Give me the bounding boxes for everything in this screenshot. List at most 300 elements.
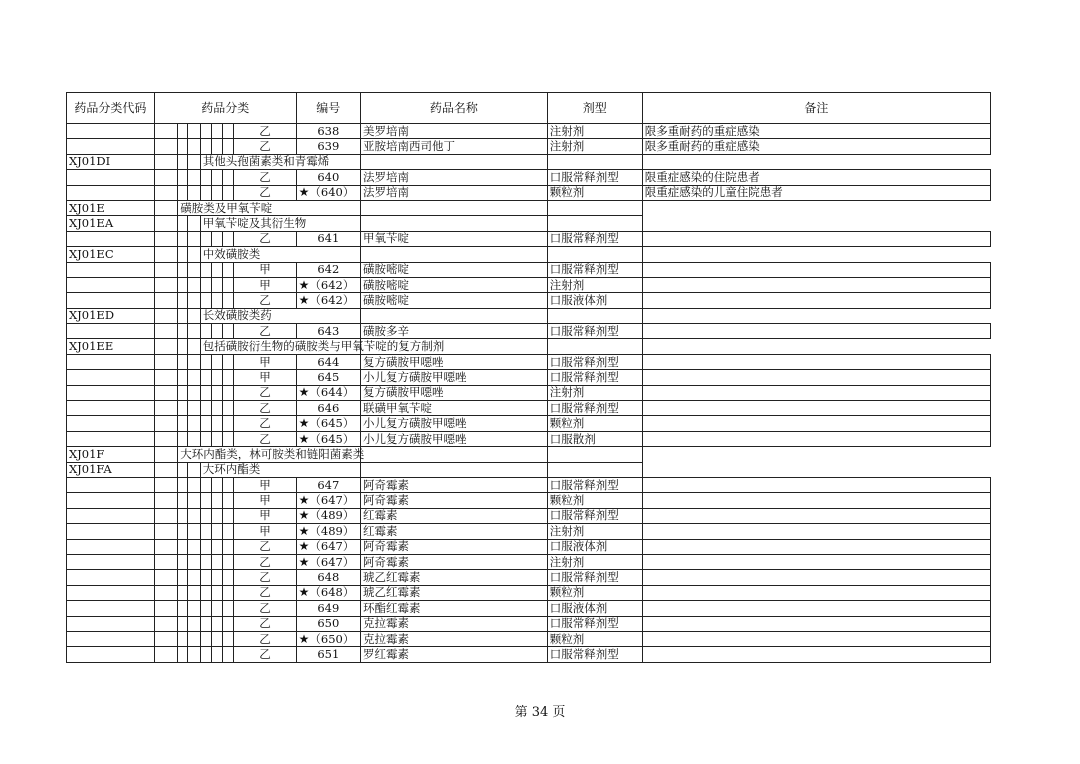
drug-form: 口服常释剂型 [547,647,642,662]
tree-spacer [211,631,222,646]
tree-spacer [223,524,234,539]
drug-name: 红霉素 [360,524,547,539]
drug-name: 复方磺胺甲噁唑 [360,354,547,369]
drug-note [642,539,990,554]
drug-name: 亚胺培南西司他丁 [360,139,547,154]
tree-spacer [188,247,200,262]
category-row [67,247,991,262]
drug-grade: 甲 [234,493,296,508]
tree-spacer [211,601,222,616]
category-note-empty [547,200,642,215]
tree-spacer [178,216,188,231]
tree-spacer [154,447,177,462]
drug-row [67,262,991,277]
tree-spacer [200,601,211,616]
drug-number [296,293,360,308]
tree-spacer [188,385,200,400]
tree-spacer [188,293,200,308]
star-icon: ★ [298,431,310,446]
drug-number-value: 647 [317,477,340,492]
tree-spacer [178,324,188,339]
tree-spacer [188,477,200,492]
tree-spacer [211,416,222,431]
tree-spacer [154,154,177,169]
drug-name: 琥乙红霉素 [360,570,547,585]
drug-number [296,493,360,508]
tree-spacer [178,170,188,185]
drug-row [67,401,991,416]
drug-name: 磺胺多辛 [360,324,547,339]
tree-spacer [223,185,234,200]
drug-name: 小儿复方磺胺甲噁唑 [360,431,547,446]
tree-spacer [223,293,234,308]
drug-code-empty [67,431,155,446]
star-icon: ★ [298,554,310,569]
category-note-empty [547,462,642,477]
drug-name: 美罗培南 [360,124,547,139]
tree-spacer [188,262,200,277]
tree-spacer [223,554,234,569]
drug-number [296,585,360,600]
drug-note [642,416,990,431]
tree-spacer [154,601,177,616]
drug-row [67,524,991,539]
drug-row [67,647,991,662]
drug-form: 颗粒剂 [547,493,642,508]
tree-spacer [178,477,188,492]
drug-form: 口服常释剂型 [547,508,642,523]
header-name: 药品名称 [360,93,547,124]
drug-row [67,139,991,154]
tree-spacer [178,262,188,277]
tree-spacer [178,370,188,385]
drug-note [642,231,990,246]
category-note-empty [547,247,642,262]
drug-number-value: 639 [317,139,340,154]
tree-spacer [188,524,200,539]
drug-number-value: （489） [309,508,355,523]
tree-spacer [200,277,211,292]
drug-number-value: （640） [309,185,355,200]
tree-spacer [223,416,234,431]
category-code: XJ01ED [67,308,155,323]
drug-number-value: 645 [317,369,340,384]
drug-name: 小儿复方磺胺甲噁唑 [360,370,547,385]
drug-name: 红霉素 [360,508,547,523]
category-form-empty [360,247,547,262]
drug-name: 磺胺嘧啶 [360,277,547,292]
drug-code-empty [67,170,155,185]
tree-spacer [188,631,200,646]
drug-code-empty [67,493,155,508]
tree-spacer [154,200,177,215]
drug-grade: 乙 [234,416,296,431]
tree-spacer [211,262,222,277]
drug-number [296,647,360,662]
drug-code-empty [67,231,155,246]
drug-name: 阿奇霉素 [360,554,547,569]
drug-row [67,493,991,508]
tree-spacer [211,616,222,631]
tree-spacer [211,370,222,385]
tree-spacer [178,401,188,416]
tree-spacer [200,139,211,154]
drug-code-empty [67,324,155,339]
tree-spacer [154,247,177,262]
drug-number [296,324,360,339]
tree-spacer [154,570,177,585]
star-icon: ★ [298,523,310,538]
tree-spacer [223,139,234,154]
tree-spacer [154,124,177,139]
drug-code-empty [67,585,155,600]
tree-spacer [154,554,177,569]
drug-row [67,293,991,308]
drug-form: 注射剂 [547,385,642,400]
drug-form: 注射剂 [547,524,642,539]
drug-name: 环酯红霉素 [360,601,547,616]
drug-code-empty [67,631,155,646]
drug-row [67,477,991,492]
drug-form: 口服常释剂型 [547,324,642,339]
category-label: 中效磺胺类 [200,247,360,262]
drug-form: 注射剂 [547,554,642,569]
drug-name: 甲氧苄啶 [360,231,547,246]
tree-spacer [178,124,188,139]
tree-spacer [200,477,211,492]
category-form-empty [360,154,547,169]
drug-number-value: 642 [317,262,340,277]
tree-spacer [188,401,200,416]
drug-grade: 乙 [234,616,296,631]
tree-spacer [188,154,200,169]
drug-number-value: （645） [309,431,355,446]
drug-row [67,324,991,339]
drug-row [67,631,991,646]
drug-form: 口服常释剂型 [547,231,642,246]
drug-grade: 乙 [234,647,296,662]
tree-spacer [154,293,177,308]
tree-spacer [178,539,188,554]
tree-spacer [154,185,177,200]
category-row [67,447,991,462]
category-note-empty [547,216,642,231]
star-icon: ★ [298,416,310,431]
drug-number [296,508,360,523]
drug-number-value: 640 [317,169,340,184]
drug-name: 罗红霉素 [360,647,547,662]
drug-number [296,277,360,292]
tree-spacer [178,554,188,569]
drug-grade: 乙 [234,231,296,246]
tree-spacer [178,308,188,323]
tree-spacer [200,570,211,585]
drug-form: 口服液体剂 [547,539,642,554]
tree-spacer [211,124,222,139]
drug-number [296,124,360,139]
category-label: 甲氧苄啶及其衍生物 [200,216,360,231]
category-label: 长效磺胺类药 [200,308,360,323]
drug-name: 复方磺胺甲噁唑 [360,385,547,400]
tree-spacer [223,401,234,416]
tree-spacer [223,124,234,139]
drug-note [642,354,990,369]
category-code: XJ01EC [67,247,155,262]
header-number: 编号 [296,93,360,124]
tree-spacer [188,231,200,246]
table-body [67,124,991,663]
drug-number-value: （642） [309,292,355,307]
drug-note [642,631,990,646]
drug-grade: 甲 [234,277,296,292]
tree-spacer [154,462,177,477]
star-icon: ★ [298,385,310,400]
drug-number-value: 644 [317,354,340,369]
drug-form: 口服常释剂型 [547,616,642,631]
drug-grade: 乙 [234,124,296,139]
tree-spacer [223,170,234,185]
category-label: 其他头孢菌素类和青霉烯 [200,154,360,169]
star-icon: ★ [298,585,310,600]
tree-spacer [178,631,188,646]
tree-spacer [188,493,200,508]
drug-grade: 乙 [234,293,296,308]
drug-name: 法罗培南 [360,170,547,185]
tree-spacer [178,416,188,431]
drug-grade: 乙 [234,431,296,446]
drug-code-empty [67,539,155,554]
tree-spacer [223,277,234,292]
tree-spacer [211,324,222,339]
tree-spacer [200,293,211,308]
tree-spacer [188,370,200,385]
drug-note [642,570,990,585]
tree-spacer [223,324,234,339]
tree-spacer [200,524,211,539]
drug-form: 口服常释剂型 [547,401,642,416]
drug-catalog-table [66,92,991,663]
tree-spacer [178,293,188,308]
drug-row [67,416,991,431]
tree-spacer [200,354,211,369]
tree-spacer [223,370,234,385]
drug-grade: 乙 [234,631,296,646]
header-note: 备注 [642,93,990,124]
tree-spacer [223,570,234,585]
category-row [67,339,991,354]
drug-form: 口服散剂 [547,431,642,446]
drug-number [296,231,360,246]
category-note-empty [547,339,642,354]
drug-number [296,477,360,492]
tree-spacer [188,216,200,231]
tree-spacer [211,554,222,569]
drug-note [642,493,990,508]
drug-note: 限多重耐药的重症感染 [642,124,990,139]
drug-number-value: （489） [309,523,355,538]
tree-spacer [188,462,200,477]
tree-spacer [200,585,211,600]
header-form: 剂型 [547,93,642,124]
category-code: XJ01F [67,447,155,462]
drug-note: 限重症感染的住院患者 [642,170,990,185]
tree-spacer [200,324,211,339]
drug-grade: 甲 [234,354,296,369]
category-form-empty [360,462,547,477]
drug-name: 克拉霉素 [360,631,547,646]
tree-spacer [154,277,177,292]
tree-spacer [200,416,211,431]
tree-spacer [188,570,200,585]
tree-spacer [211,139,222,154]
tree-spacer [178,585,188,600]
tree-spacer [178,524,188,539]
drug-code-empty [67,647,155,662]
page-number: 第 34 页 [514,705,566,720]
drug-form: 口服常释剂型 [547,262,642,277]
drug-number [296,401,360,416]
tree-spacer [200,554,211,569]
tree-spacer [223,631,234,646]
drug-grade: 乙 [234,170,296,185]
drug-row [67,124,991,139]
tree-spacer [178,493,188,508]
tree-spacer [200,539,211,554]
drug-row [67,185,991,200]
drug-name: 法罗培南 [360,185,547,200]
drug-grade: 甲 [234,477,296,492]
drug-number [296,185,360,200]
drug-name: 小儿复方磺胺甲噁唑 [360,416,547,431]
category-label: 包括磺胺衍生物的磺胺类与甲氧苄啶的复方制剂 [200,339,360,354]
drug-grade: 乙 [234,585,296,600]
drug-number-value: （644） [309,385,355,400]
category-code: XJ01DI [67,154,155,169]
drug-code-empty [67,354,155,369]
tree-spacer [200,231,211,246]
tree-spacer [154,539,177,554]
tree-spacer [188,508,200,523]
tree-spacer [200,631,211,646]
tree-spacer [154,616,177,631]
tree-spacer [188,339,200,354]
drug-grade: 乙 [234,185,296,200]
tree-spacer [200,616,211,631]
drug-note [642,554,990,569]
star-icon: ★ [298,292,310,307]
drug-code-empty [67,385,155,400]
tree-spacer [200,185,211,200]
drug-grade: 乙 [234,401,296,416]
drug-number [296,431,360,446]
drug-row [67,277,991,292]
drug-form: 口服常释剂型 [547,170,642,185]
tree-spacer [223,539,234,554]
star-icon: ★ [298,631,310,646]
table-header-row [67,93,991,124]
tree-spacer [154,170,177,185]
drug-row [67,170,991,185]
drug-name: 琥乙红霉素 [360,585,547,600]
drug-number-value: （650） [309,631,355,646]
tree-spacer [154,339,177,354]
tree-spacer [188,616,200,631]
tree-spacer [178,339,188,354]
tree-spacer [178,354,188,369]
tree-spacer [178,647,188,662]
tree-spacer [211,508,222,523]
tree-spacer [223,493,234,508]
drug-name: 联磺甲氧苄啶 [360,401,547,416]
drug-note [642,601,990,616]
drug-row [67,231,991,246]
drug-grade: 乙 [234,139,296,154]
drug-number-value: 649 [317,600,340,615]
tree-spacer [154,416,177,431]
category-row [67,200,991,215]
tree-spacer [211,231,222,246]
tree-spacer [211,539,222,554]
drug-note [642,324,990,339]
tree-spacer [154,524,177,539]
drug-name: 磺胺嘧啶 [360,293,547,308]
tree-spacer [223,262,234,277]
tree-spacer [178,385,188,400]
drug-number [296,370,360,385]
star-icon: ★ [298,185,310,200]
tree-spacer [154,370,177,385]
category-row [67,216,991,231]
tree-spacer [211,493,222,508]
tree-spacer [211,385,222,400]
drug-form: 口服常释剂型 [547,570,642,585]
drug-number [296,631,360,646]
drug-note [642,401,990,416]
drug-code-empty [67,601,155,616]
drug-number [296,262,360,277]
tree-spacer [211,170,222,185]
drug-number [296,354,360,369]
header-category: 药品分类 [154,93,296,124]
header-code: 药品分类代码 [67,93,155,124]
drug-number-value: （647） [309,493,355,508]
tree-spacer [188,277,200,292]
tree-spacer [211,570,222,585]
drug-code-empty [67,370,155,385]
drug-number-value: 651 [317,646,340,661]
tree-spacer [211,277,222,292]
tree-spacer [188,354,200,369]
drug-row [67,554,991,569]
drug-number [296,539,360,554]
star-icon: ★ [298,508,310,523]
drug-code-empty [67,277,155,292]
drug-row [67,508,991,523]
drug-row [67,570,991,585]
drug-form: 口服常释剂型 [547,477,642,492]
tree-spacer [154,354,177,369]
drug-number-value: 643 [317,323,340,338]
drug-note: 限重症感染的儿童住院患者 [642,185,990,200]
tree-spacer [188,601,200,616]
category-row [67,462,991,477]
drug-grade: 甲 [234,524,296,539]
tree-spacer [154,585,177,600]
drug-code-empty [67,185,155,200]
drug-code-empty [67,262,155,277]
tree-spacer [188,170,200,185]
tree-spacer [154,216,177,231]
